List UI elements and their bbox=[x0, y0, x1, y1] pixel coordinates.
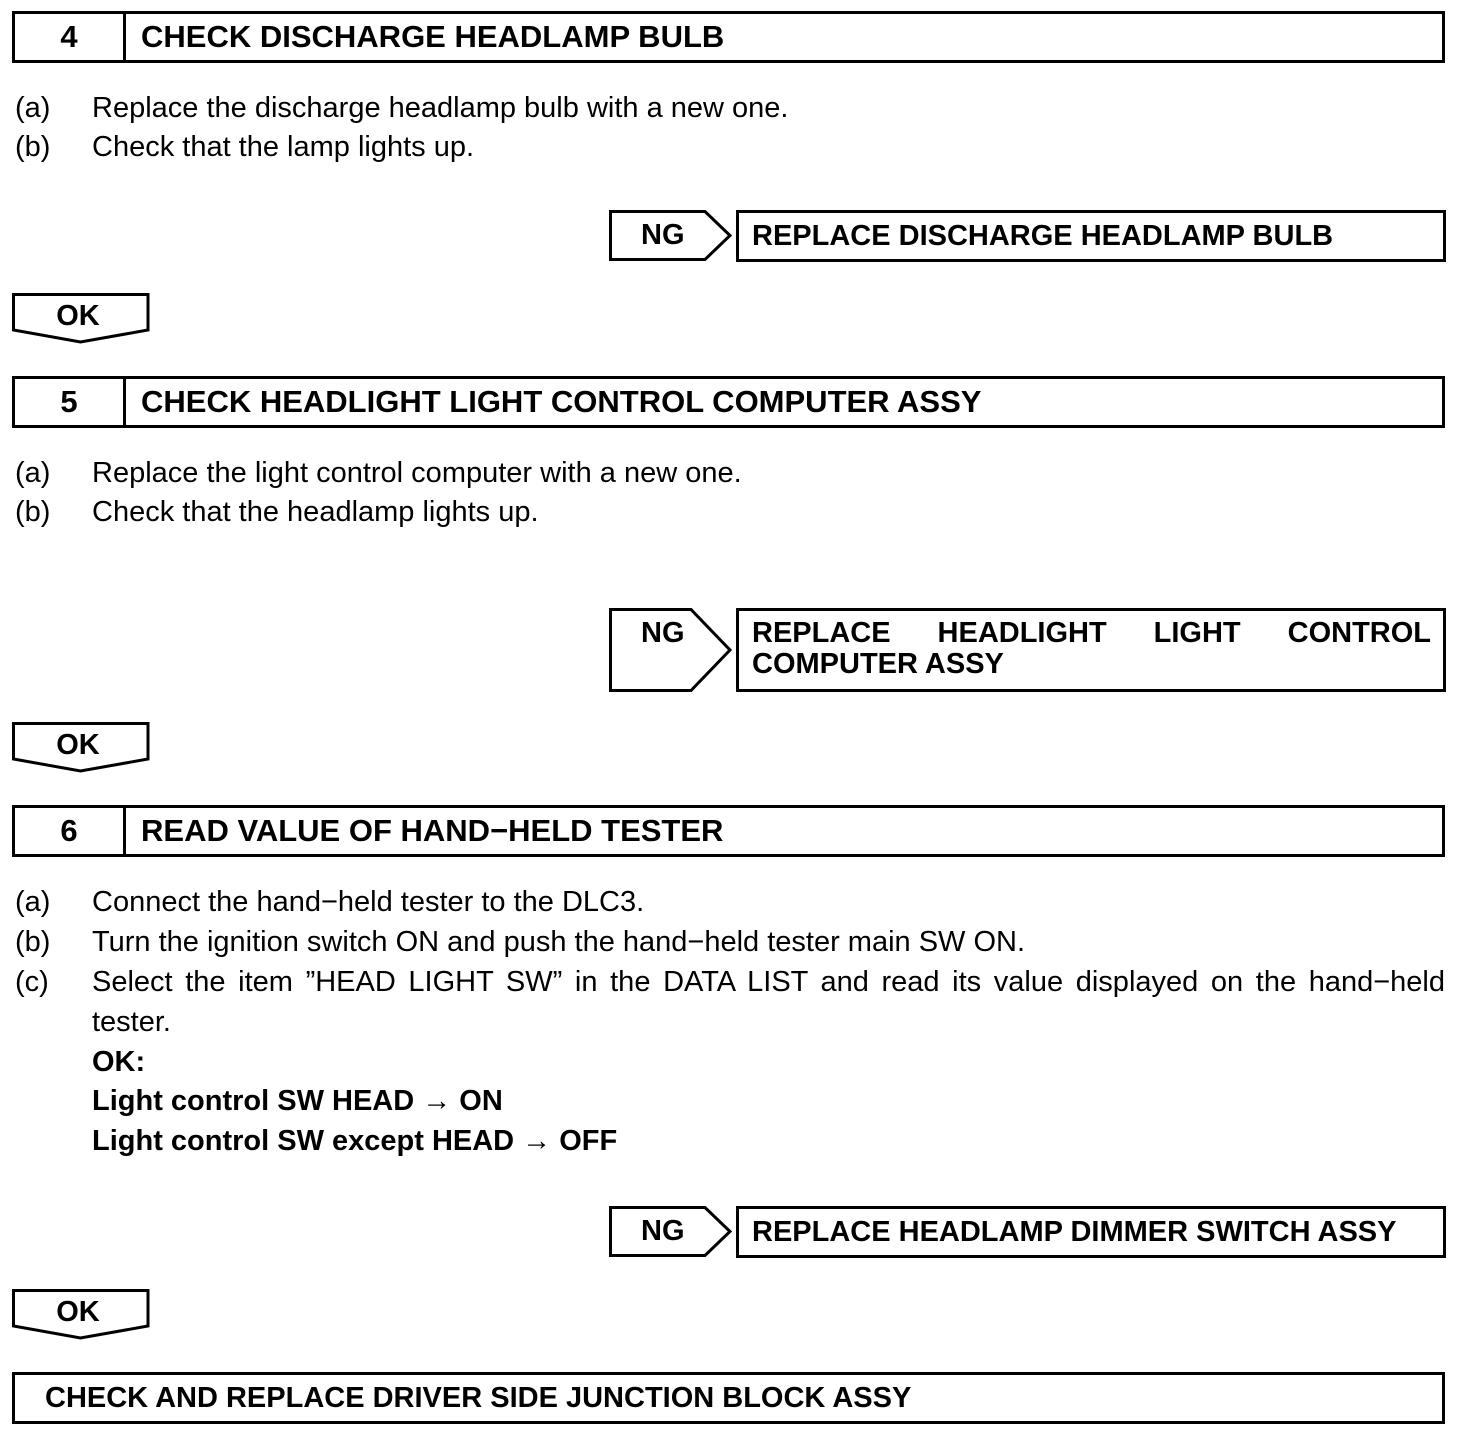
ng-label: NG bbox=[641, 1215, 685, 1247]
item-text-continued: tester. bbox=[92, 1006, 171, 1038]
ok-label: OK bbox=[56, 300, 100, 332]
ng-action-line: REPLACE HEADLAMP DIMMER SWITCH ASSY bbox=[752, 1216, 1397, 1248]
final-action-text: CHECK AND REPLACE DRIVER SIDE JUNCTION BLOCK ASSY bbox=[45, 1381, 912, 1414]
ng-action-box bbox=[736, 608, 1446, 692]
ng-action-line: REPLACE DISCHARGE HEADLAMP BULB bbox=[752, 220, 1334, 252]
final-action-box bbox=[12, 1372, 1445, 1424]
item-letter: (a) bbox=[15, 457, 51, 489]
step-title: READ VALUE OF HAND−HELD TESTER bbox=[141, 813, 724, 848]
ok-arrow bbox=[12, 722, 150, 774]
ok-spec-title: OK: bbox=[92, 1046, 146, 1078]
step-6-header bbox=[12, 805, 1445, 857]
item-text: Check that the headlamp lights up. bbox=[92, 496, 539, 528]
ng-action-box bbox=[736, 1206, 1446, 1258]
step-5-header bbox=[12, 376, 1445, 428]
item-text: Check that the lamp lights up. bbox=[92, 131, 475, 163]
item-text: Select the item ”HEAD LIGHT SW” in the DATA LIST and read its value displayed on the hand−held bbox=[92, 966, 1445, 998]
ng-action-line: REPLACE HEADLIGHT LIGHT CONTROL bbox=[752, 617, 1431, 649]
step-number: 4 bbox=[15, 14, 126, 60]
item-text: Replace the discharge headlamp bulb with a new one. bbox=[92, 92, 789, 124]
item-letter: (a) bbox=[15, 92, 51, 124]
step-title: CHECK DISCHARGE HEADLAMP BULB bbox=[141, 19, 725, 54]
item-letter: (a) bbox=[15, 886, 51, 918]
ng-action-box bbox=[736, 210, 1446, 262]
ng-action-text bbox=[752, 618, 1431, 680]
ok-label: OK bbox=[56, 1296, 100, 1328]
item-text: Turn the ignition switch ON and push the hand−held tester main SW ON. bbox=[92, 926, 1026, 958]
item-letter: (b) bbox=[15, 496, 51, 528]
item-text: Connect the hand−held tester to the DLC3. bbox=[92, 886, 645, 918]
ok-label: OK bbox=[56, 729, 100, 761]
ng-action-line: COMPUTER ASSY bbox=[752, 648, 1004, 680]
step-4-header bbox=[12, 11, 1445, 63]
item-letter: (c) bbox=[15, 966, 49, 998]
ng-arrow bbox=[609, 1206, 733, 1258]
ng-label: NG bbox=[641, 617, 685, 649]
step-number: 5 bbox=[15, 379, 126, 425]
item-letter: (b) bbox=[15, 926, 51, 958]
ng-action-text bbox=[752, 1217, 1431, 1248]
ok-spec-line: Light control SW HEAD → ON bbox=[92, 1085, 503, 1117]
ng-label: NG bbox=[641, 219, 685, 251]
item-letter: (b) bbox=[15, 131, 51, 163]
ok-arrow bbox=[12, 1289, 150, 1341]
ok-spec-line: Light control SW except HEAD → OFF bbox=[92, 1125, 618, 1157]
ng-arrow bbox=[609, 210, 733, 262]
ng-arrow bbox=[609, 608, 733, 692]
step-number: 6 bbox=[15, 808, 126, 854]
item-text: Replace the light control computer with a new one. bbox=[92, 457, 742, 489]
ng-action-text bbox=[752, 221, 1431, 252]
step-title: CHECK HEADLIGHT LIGHT CONTROL COMPUTER ASSY bbox=[141, 384, 982, 419]
ok-arrow bbox=[12, 293, 150, 345]
